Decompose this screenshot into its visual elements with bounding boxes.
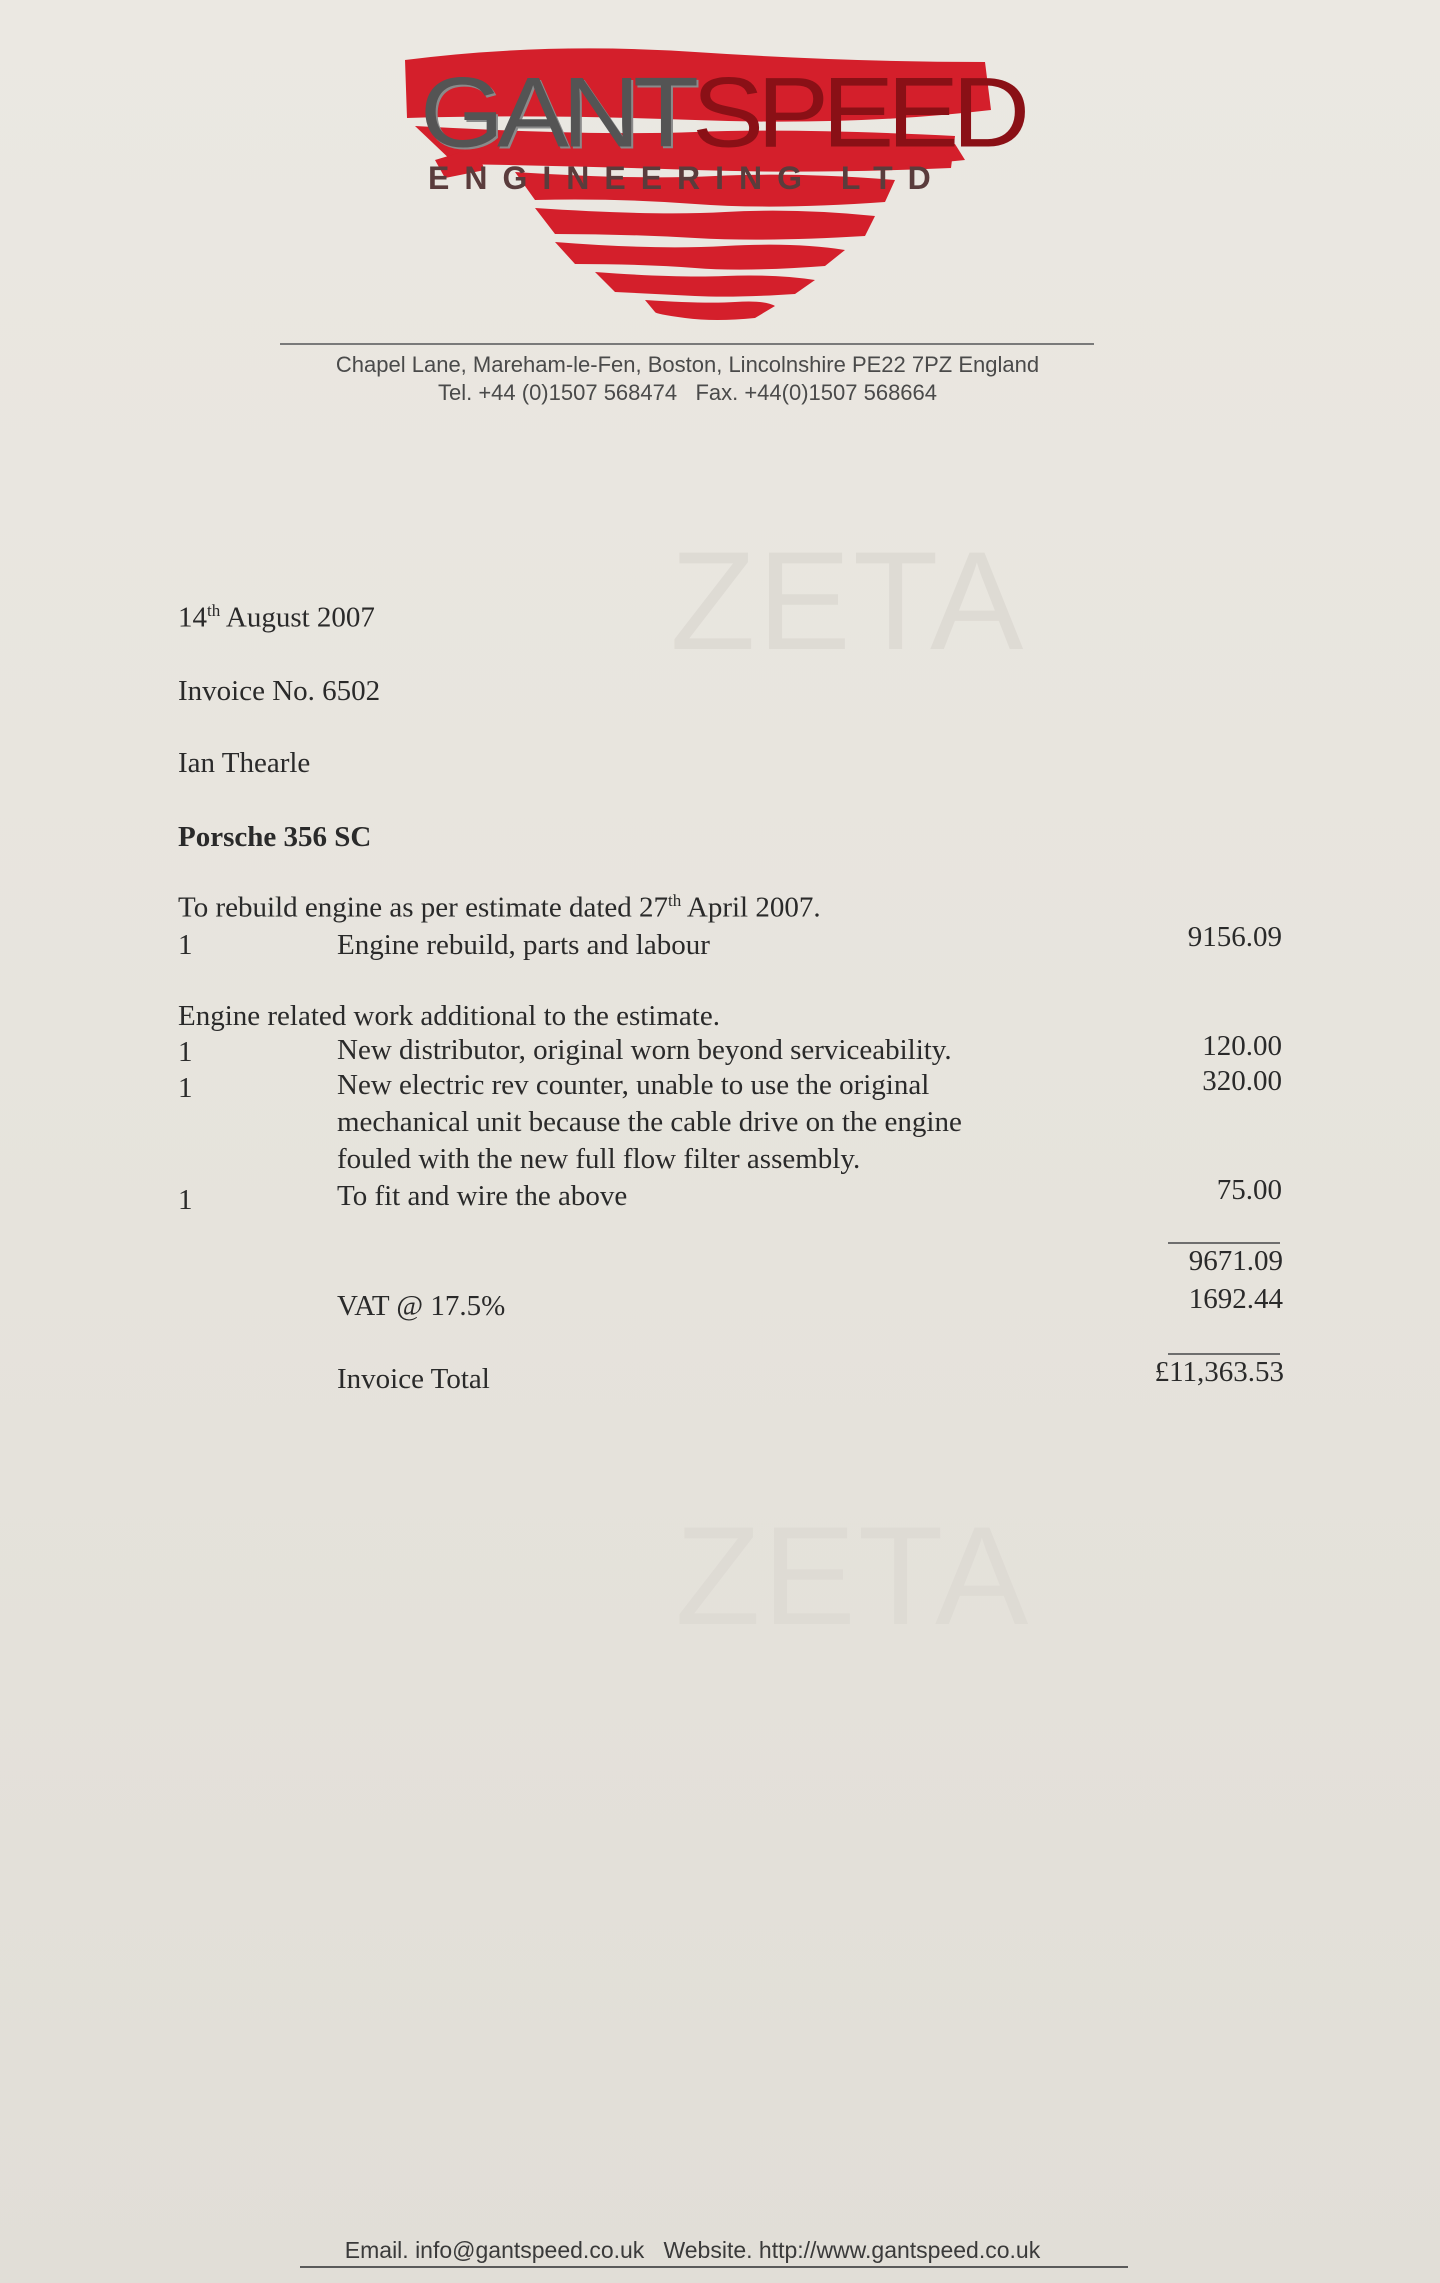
total-rule	[1168, 1353, 1280, 1355]
company-address: Chapel Lane, Mareham-le-Fen, Boston, Lincolnshire PE22 7PZ England	[335, 352, 1040, 377]
logo-wordmark	[420, 56, 1024, 168]
logo-subtitle: ENGINEERING LTD	[428, 160, 946, 196]
subtotal-rule	[1168, 1242, 1280, 1244]
vat-amount: 1692.44	[1188, 1283, 1283, 1315]
line-item-desc: New electric rev counter, unable to use the original	[337, 1069, 930, 1101]
line-item-desc-cont: fouled with the new full flow filter assembly.	[337, 1143, 861, 1175]
letterhead-divider	[280, 343, 1094, 345]
logo-brand-part1: GANT	[420, 56, 693, 168]
line-item-amount: 120.00	[1202, 1030, 1282, 1062]
vat-label: VAT @ 17.5%	[337, 1290, 506, 1322]
line-item-qty: 1	[178, 1072, 193, 1104]
section1-heading: To rebuild engine as per estimate dated 27th April 2007.	[178, 891, 821, 924]
line-item-amount: 320.00	[1202, 1065, 1282, 1097]
line-item-qty: 1	[178, 929, 193, 961]
line-item-amount: 9156.09	[1187, 921, 1282, 953]
watermark-top: ZETA	[670, 522, 1026, 679]
logo-brand-part2: SPEED	[692, 56, 1024, 168]
line-item-desc: Engine rebuild, parts and labour	[337, 929, 710, 961]
line-item-amount: 75.00	[1216, 1174, 1282, 1206]
line-item-desc-cont: mechanical unit because the cable drive on the engine	[337, 1106, 962, 1138]
footer-contact: Email. info@gantspeed.co.uk Website. http://www.gantspeed.co.uk	[344, 2237, 1041, 2263]
invoice-date: 14th August 2007	[178, 601, 375, 634]
customer-name: Ian Thearle	[178, 747, 311, 779]
footer-divider	[300, 2266, 1128, 2268]
line-item-qty: 1	[178, 1184, 193, 1216]
company-contact: Tel. +44 (0)1507 568474 Fax. +44(0)1507 568664	[437, 380, 938, 405]
total-label: Invoice Total	[337, 1363, 490, 1395]
section2-heading: Engine related work additional to the estimate.	[178, 1000, 720, 1032]
subtotal-amount: 9671.09	[1188, 1245, 1283, 1277]
vehicle-name: Porsche 356 SC	[178, 821, 372, 853]
watermark-bottom: ZETA	[675, 1497, 1031, 1654]
invoice-number: Invoice No. 6502	[178, 675, 381, 707]
total-amount: £11,363.53	[1154, 1356, 1284, 1388]
line-item-desc: New distributor, original worn beyond serviceability.	[337, 1034, 952, 1066]
line-item-desc: To fit and wire the above	[337, 1180, 628, 1212]
line-item-qty: 1	[178, 1036, 193, 1068]
